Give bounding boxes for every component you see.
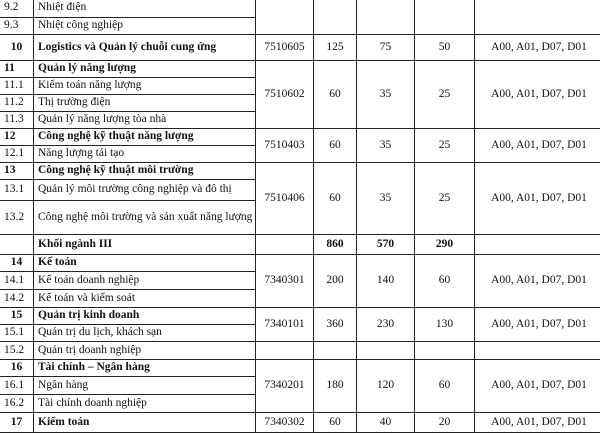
- table-row: [0, 235, 600, 255]
- row-name: Ngân hàng: [34, 377, 256, 395]
- row-number: 13: [0, 163, 34, 180]
- quota-a: 35: [357, 61, 415, 129]
- row-name: Kế toán doanh nghiệp: [34, 272, 256, 290]
- quota-a: 35: [357, 163, 415, 235]
- quota-total: 60: [314, 413, 357, 433]
- row-name: Tài chính doanh nghiệp: [34, 395, 256, 413]
- table-row: [0, 255, 600, 272]
- empty-cell: [314, 342, 357, 360]
- row-name: Công nghệ kỹ thuật môi trường: [34, 163, 256, 180]
- empty-cell: [415, 342, 475, 360]
- quota-b: 25: [415, 129, 475, 163]
- row-name: Logistics và Quản lý chuỗi cung ứng: [34, 35, 256, 61]
- row-name: Quản trị du lịch, khách sạn: [34, 325, 256, 342]
- row-number: 15.1: [0, 325, 34, 342]
- quota-b: 25: [415, 61, 475, 129]
- row-name: Quản lý năng lượng: [34, 61, 256, 78]
- row-number: 10: [0, 35, 34, 61]
- subject-combination: A00, A01, D07, D01: [475, 61, 600, 129]
- quota-b: 290: [415, 235, 475, 255]
- quota-total: 180: [314, 360, 357, 413]
- row-name: Kế toán: [34, 255, 256, 272]
- quota-b: 60: [415, 360, 475, 413]
- program-code: 7340101: [256, 308, 314, 342]
- table-row: [0, 61, 600, 78]
- row-name: Quản lý năng lượng tòa nhà: [34, 112, 256, 129]
- row-number: 11.2: [0, 95, 34, 112]
- quota-total: 60: [314, 61, 357, 129]
- row-number: 16: [0, 360, 34, 377]
- row-name: Thị trường điện: [34, 95, 256, 112]
- row-number: 13.1: [0, 180, 34, 201]
- quota-b: 20: [415, 413, 475, 433]
- subject-combination: A00, A01, D07, D01: [475, 35, 600, 61]
- empty-cell: [256, 342, 314, 360]
- quota-total: 125: [314, 35, 357, 61]
- row-number: 17: [0, 413, 34, 433]
- row-name: Khối ngành III: [34, 235, 256, 255]
- row-number: 9.2: [0, 0, 34, 18]
- quota-a: 40: [357, 413, 415, 433]
- row-number: 14.2: [0, 290, 34, 308]
- subject-combination: A00, A01, D07, D01: [475, 360, 600, 413]
- quota-a: 570: [357, 235, 415, 255]
- row-name: Quản trị doanh nghiệp: [34, 342, 256, 360]
- program-code: 7340301: [256, 255, 314, 308]
- quota-a: 230: [357, 308, 415, 342]
- row-number: 12.1: [0, 146, 34, 163]
- table-row: [0, 35, 600, 61]
- quota-a: 35: [357, 129, 415, 163]
- quota-total: 60: [314, 163, 357, 235]
- row-number: 15: [0, 308, 34, 325]
- subject-combination: A00, A01, D07, D01: [475, 413, 600, 433]
- row-name: Năng lượng tái tạo: [34, 146, 256, 163]
- program-code: 7340302: [256, 413, 314, 433]
- empty-cell: [314, 0, 357, 35]
- quota-b: 25: [415, 163, 475, 235]
- row-name: Công nghệ kỹ thuật năng lượng: [34, 129, 256, 146]
- row-name: Nhiệt điện: [34, 0, 256, 18]
- table-row: [0, 163, 600, 180]
- row-name: Nhiệt công nghiệp: [34, 18, 256, 35]
- program-code: 7510602: [256, 61, 314, 129]
- row-name: Tài chính – Ngân hàng: [34, 360, 256, 377]
- row-number: [0, 235, 34, 255]
- empty-cell: [256, 235, 314, 255]
- table-row: [0, 0, 600, 18]
- quota-b: 60: [415, 255, 475, 308]
- subject-combination: A00, A01, D07, D01: [475, 129, 600, 163]
- table-row: [0, 413, 600, 433]
- row-number: 11.1: [0, 78, 34, 95]
- subject-combination: A00, A01, D07, D01: [475, 255, 600, 308]
- table-row: [0, 360, 600, 377]
- quota-b: 50: [415, 35, 475, 61]
- empty-cell: [415, 0, 475, 35]
- row-name: Kiểm toán năng lượng: [34, 78, 256, 95]
- subject-combination: A00, A01, D07, D01: [475, 163, 600, 235]
- empty-cell: [256, 0, 314, 35]
- table-row: [0, 308, 600, 325]
- empty-cell: [475, 342, 600, 360]
- row-number: 15.2: [0, 342, 34, 360]
- row-number: 13.2: [0, 201, 34, 235]
- row-number: 11: [0, 61, 34, 78]
- row-name: Quản trị kinh doanh: [34, 308, 256, 325]
- quota-a: 140: [357, 255, 415, 308]
- row-number: 16.1: [0, 377, 34, 395]
- program-code: 7340201: [256, 360, 314, 413]
- empty-cell: [475, 235, 600, 255]
- row-name: Quản lý môi trường công nghiệp và đô thị: [34, 180, 256, 201]
- empty-cell: [357, 0, 415, 35]
- row-number: 12: [0, 129, 34, 146]
- row-name: Công nghệ môi trường và sản xuất năng lượng: [34, 201, 256, 235]
- empty-cell: [357, 342, 415, 360]
- row-name: Kế toán và kiểm soát: [34, 290, 256, 308]
- table-row: [0, 342, 600, 360]
- row-number: 11.3: [0, 112, 34, 129]
- quota-total: 60: [314, 129, 357, 163]
- quota-b: 130: [415, 308, 475, 342]
- quota-total: 860: [314, 235, 357, 255]
- subject-combination: A00, A01, D07, D01: [475, 308, 600, 342]
- row-number: 14.1: [0, 272, 34, 290]
- row-number: 14: [0, 255, 34, 272]
- quota-total: 200: [314, 255, 357, 308]
- row-number: 9.3: [0, 18, 34, 35]
- program-code: 7510605: [256, 35, 314, 61]
- program-code: 7510403: [256, 129, 314, 163]
- quota-a: 75: [357, 35, 415, 61]
- quota-total: 360: [314, 308, 357, 342]
- table-row: [0, 129, 600, 146]
- row-name: Kiểm toán: [34, 413, 256, 433]
- program-code: 7510406: [256, 163, 314, 235]
- quota-a: 120: [357, 360, 415, 413]
- empty-cell: [475, 0, 600, 35]
- row-number: 16.2: [0, 395, 34, 413]
